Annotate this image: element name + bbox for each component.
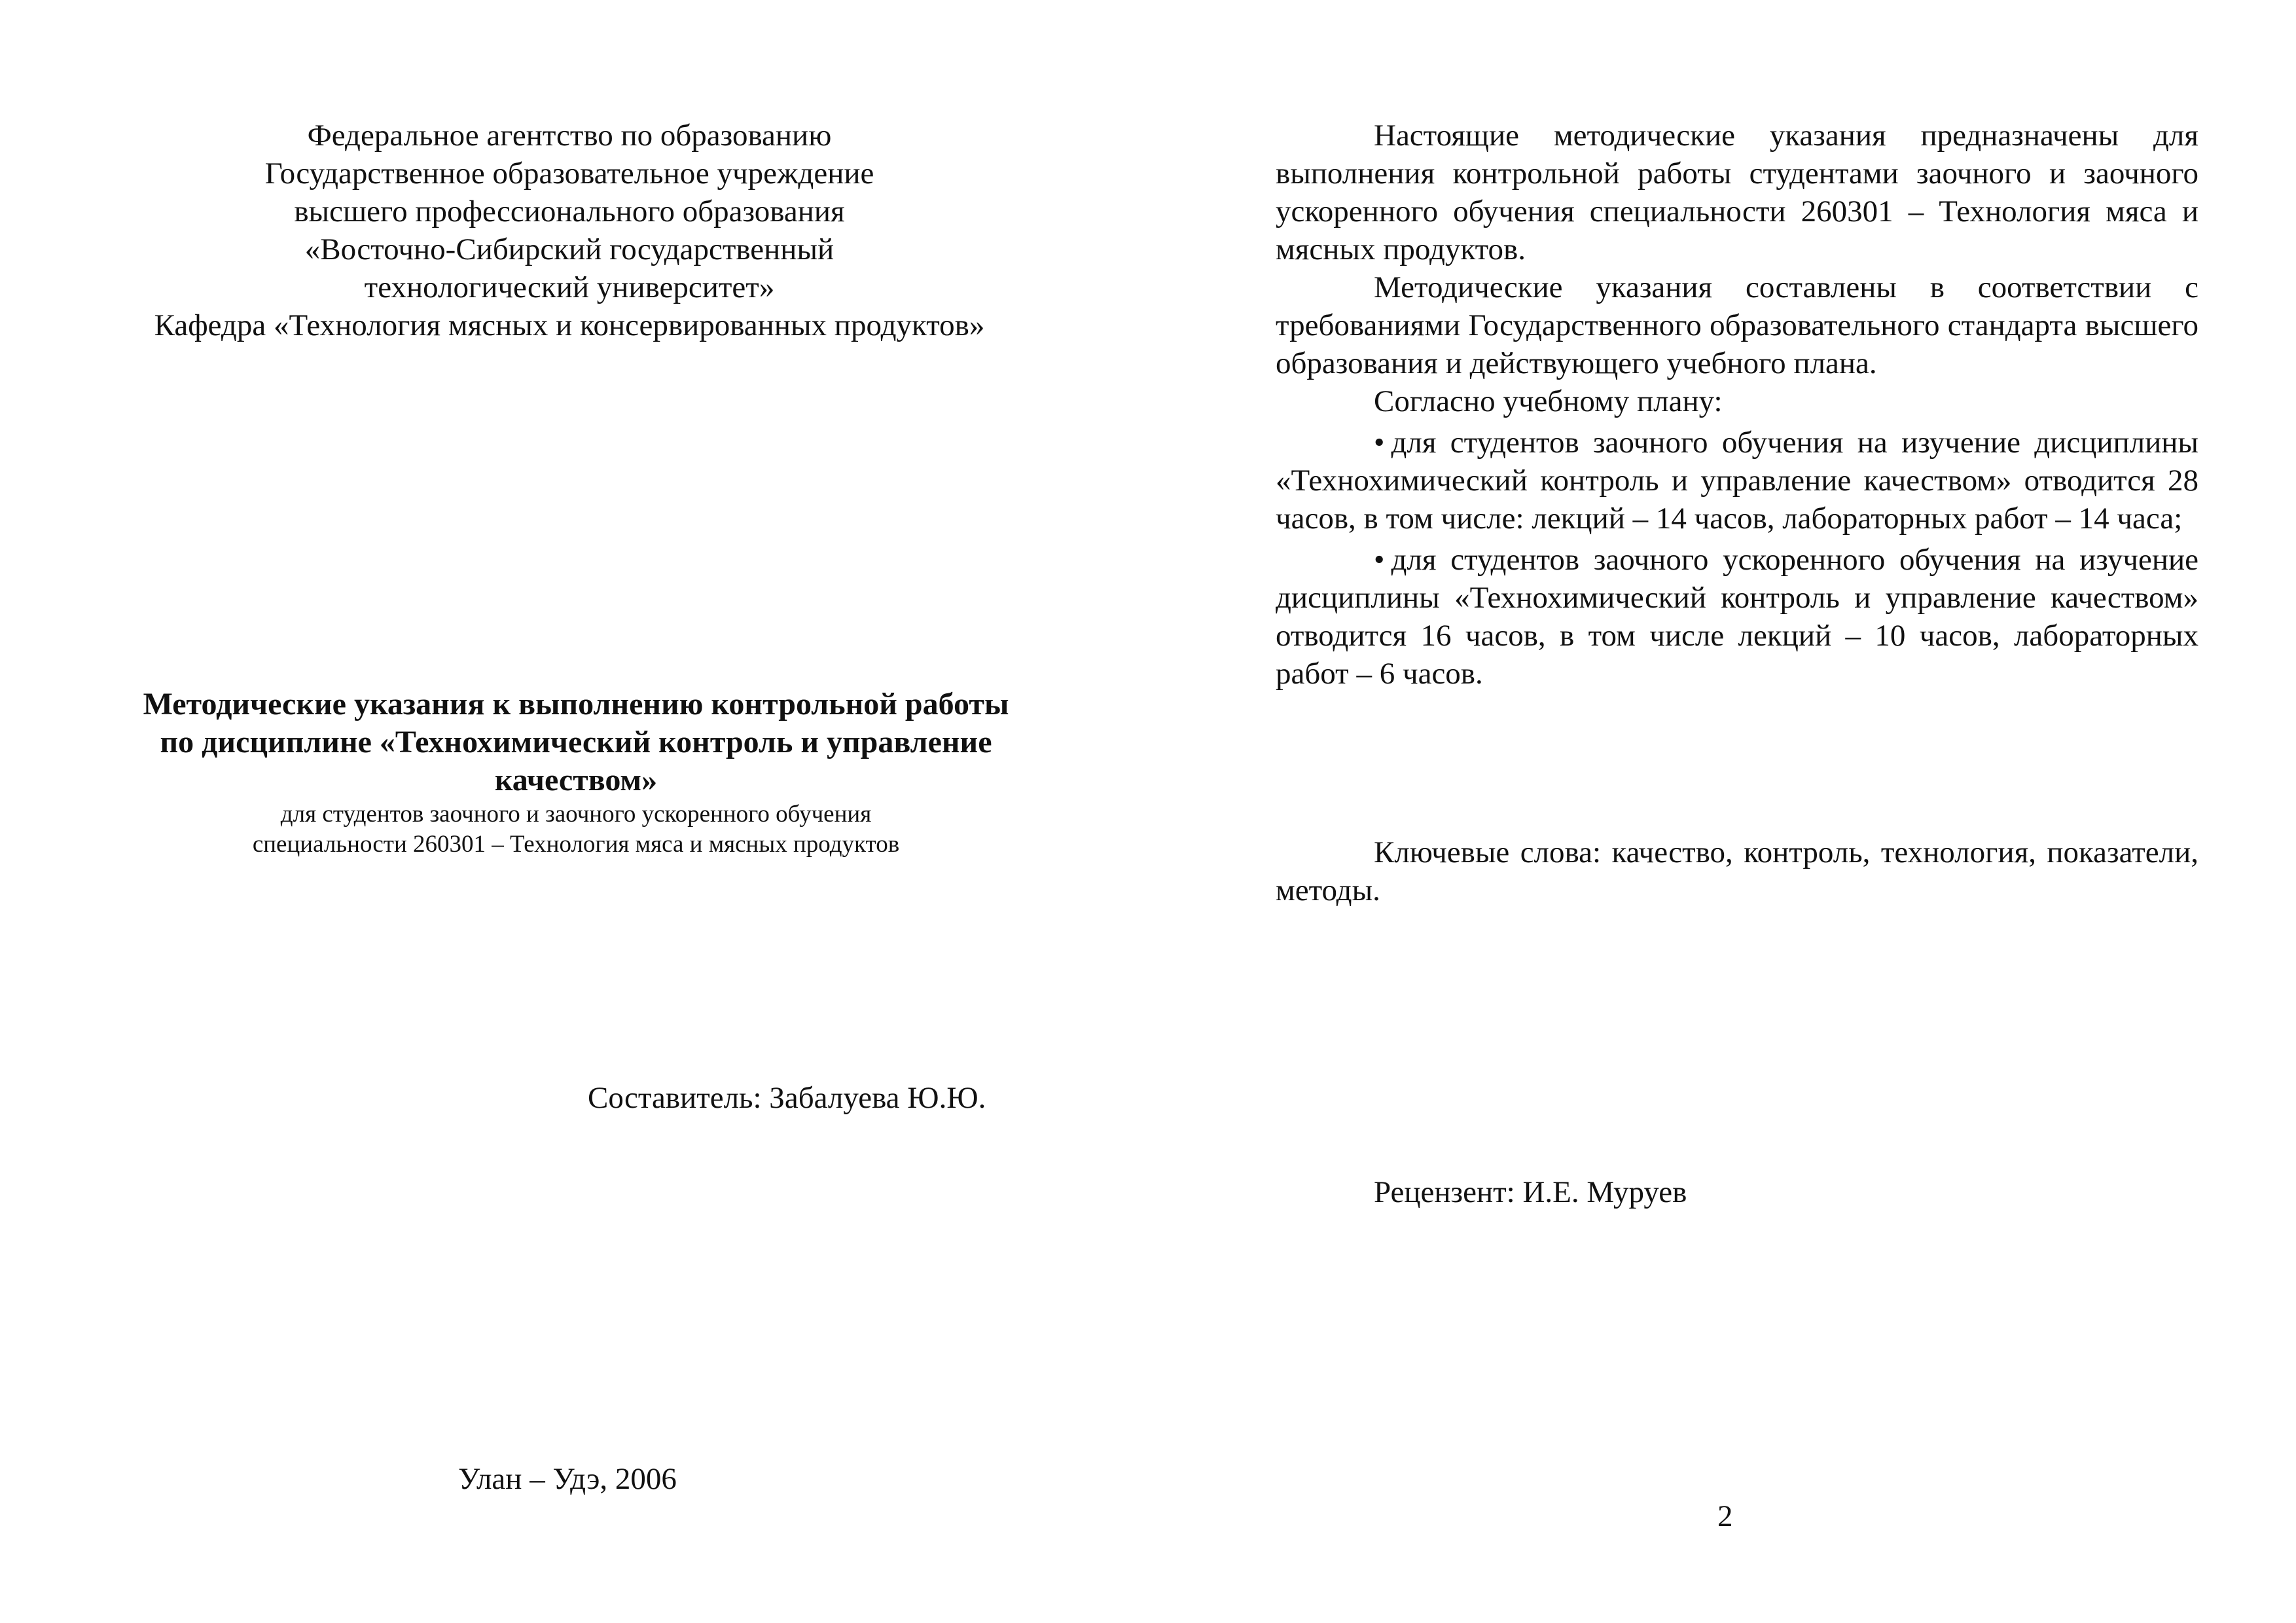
title-line-3: качеством»	[494, 763, 658, 797]
page-number: 2	[1717, 1499, 1733, 1533]
reviewer-credit: Рецензент: И.Е. Муруев	[1374, 1175, 1687, 1209]
keywords: Ключевые слова: качество, контроль, технология, показатели, методы.	[1276, 835, 2198, 907]
document-title-block	[92, 685, 1060, 860]
org-line-university-name-1: «Восточно-Сибирский государственный	[304, 232, 834, 266]
org-line-education-level: высшего профессионального образования	[294, 194, 845, 228]
org-line-university-name-2: технологический университет»	[364, 270, 775, 304]
org-line-agency: Федеральное агентство по образованию	[307, 119, 832, 153]
intro-paragraph-standard: Методические указания составлены в соответствии с требованиями Государственного образовательного стандарта высшего образования и действующего учебного плана.	[1276, 270, 2198, 380]
org-line-department: Кафедра «Технология мясных и консервированных продуктов»	[154, 308, 985, 342]
subtitle-line-1: для студентов заочного и заочного ускоренного обучения	[280, 801, 872, 828]
intro-paragraph-plan: Согласно учебному плану:	[1374, 384, 1723, 418]
bullet-icon: •	[1374, 426, 1385, 460]
right-page	[1148, 0, 2296, 1623]
compiler-credit: Составитель: Забалуева Ю.Ю.	[588, 1081, 986, 1115]
document-subtitle	[92, 799, 1060, 860]
intro-paragraph-purpose: Настоящие методические указания предназначены для выполнения контрольной работы студентами заочного и заочного ускоренного обучения специальности 260301 – Технология мяса и мясных продуктов.	[1276, 119, 2198, 266]
city-year: Улан – Удэ, 2006	[458, 1462, 677, 1496]
title-line-1: Методические указания к выполнению контрольной работы	[143, 687, 1009, 721]
bullet-item-correspondence	[1276, 424, 2198, 538]
bullet-icon: •	[1374, 543, 1385, 577]
title-line-2: по дисциплине «Технохимический контроль и управление	[160, 725, 992, 759]
bullet-item-accelerated	[1276, 541, 2198, 693]
organization-header	[92, 117, 1047, 344]
bullet-text-accelerated: для студентов заочного ускоренного обучения на изучение дисциплины «Технохимический контроль и управление качеством» отводится 16 часов, в том числе лекций – 10 часов, лабораторных работ – 6 часов.	[1276, 543, 2198, 691]
intro-text	[1276, 117, 2198, 693]
document-title	[92, 685, 1060, 799]
bullet-text-correspondence: для студентов заочного обучения на изучение дисциплины «Технохимический контроль и управление качеством» отводится 28 часов, в том числе: лекций – 14 часов, лабораторных работ – 14 часа;	[1276, 426, 2198, 536]
subtitle-line-2: специальности 260301 – Технология мяса и мясных продуктов	[252, 831, 900, 858]
org-line-institution-type: Государственное образовательное учреждение	[264, 156, 874, 191]
